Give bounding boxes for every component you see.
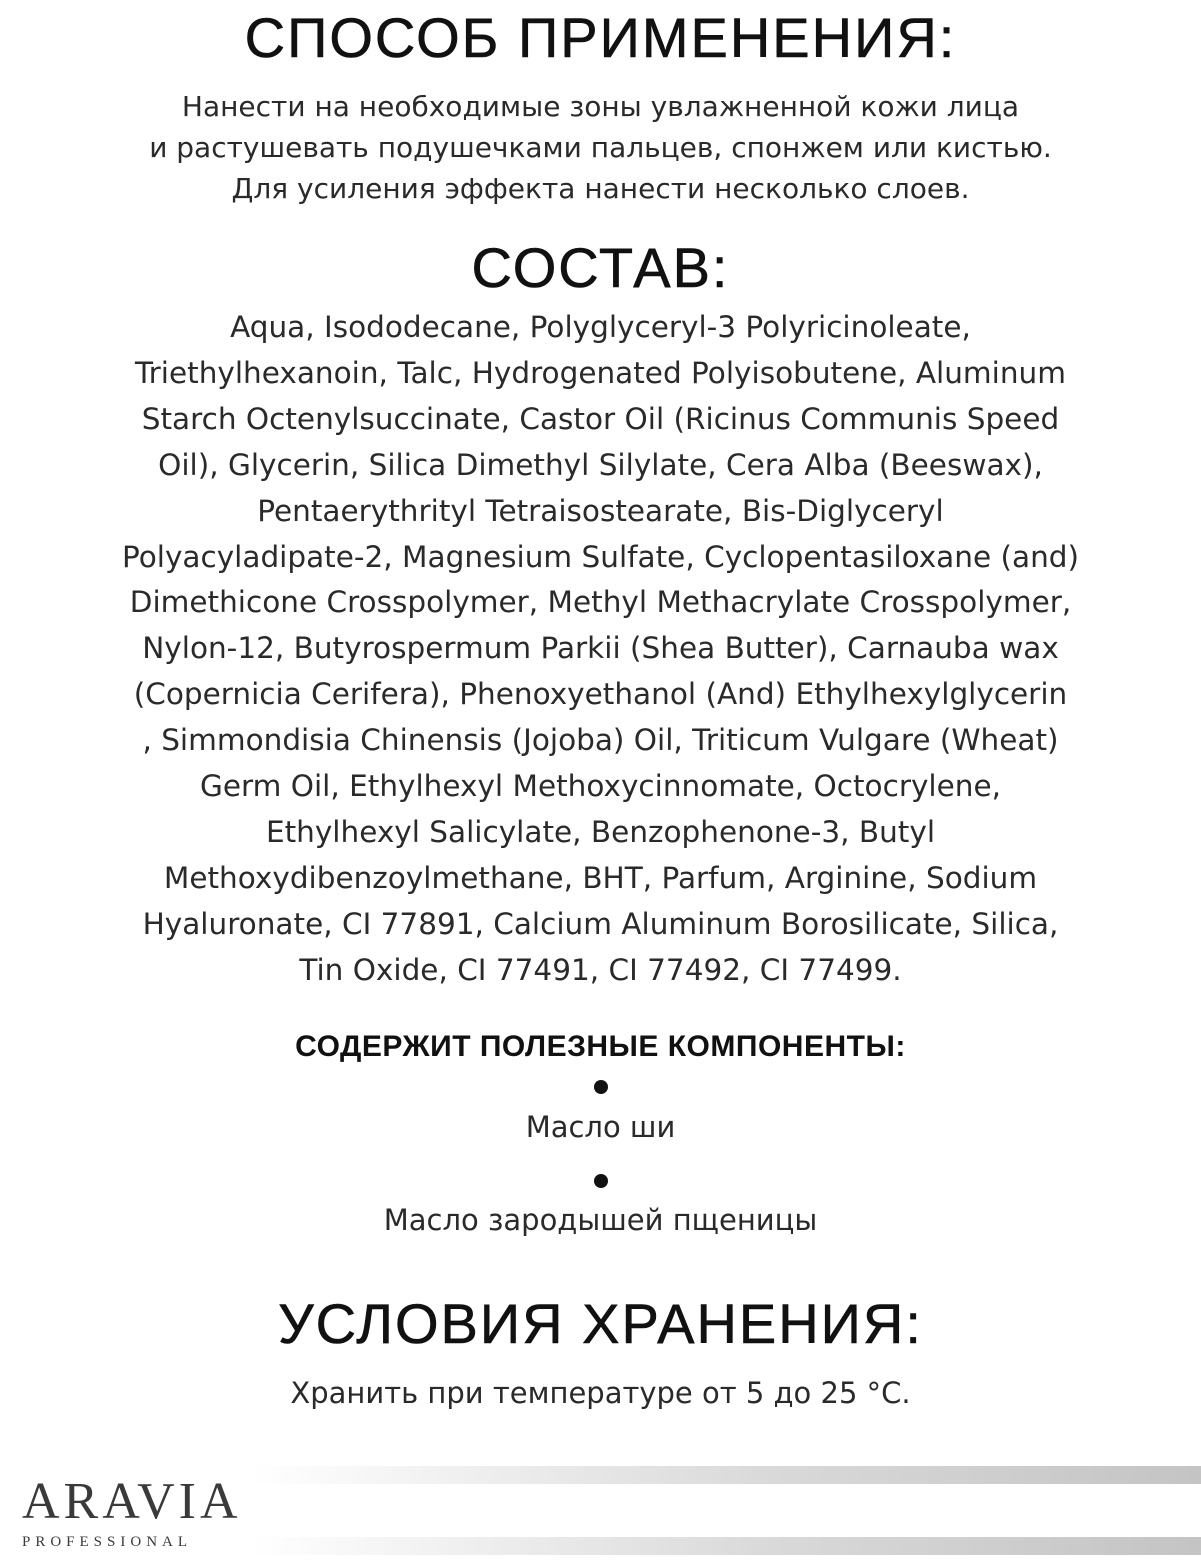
ingredient-line: Tin Oxide, CI 77491, CI 77492, CI 77499. xyxy=(299,952,902,987)
ingredient-line: Starch Octenylsuccinate, Castor Oil (Ricinus Communis Speed xyxy=(141,401,1060,436)
composition-heading: СОСТАВ: xyxy=(471,236,730,299)
ingredient-line: Ethylhexyl Salicylate, Benzophenone-3, Butyl xyxy=(265,814,936,849)
component-item: Масло зародышей пщеницы xyxy=(383,1203,818,1237)
ingredient-line: Nylon-12, Butyrospermum Parkii (Shea Butter), Carnauba wax xyxy=(142,631,1059,666)
usage-text xyxy=(0,86,1201,209)
components-heading: СОДЕРЖИТ ПОЛЕЗНЫЕ КОМПОНЕНТЫ: xyxy=(295,1030,906,1063)
logo-tagline: PROFESSIONAL xyxy=(22,1534,193,1550)
usage-line: Нанести на необходимые зоны увлажненной кожи лица xyxy=(181,90,1020,123)
usage-line: и растушевать подушечками пальцев, спонжем или кистью. xyxy=(149,131,1052,164)
ingredient-line: Triethylhexanoin, Talc, Hydrogenated Polyisobutene, Aluminum xyxy=(134,355,1066,390)
ingredient-line: , Simmondisia Chinensis (Jojoba) Oil, Triticum Vulgare (Wheat) xyxy=(142,723,1059,758)
footer-gradient-bar xyxy=(250,1537,1201,1555)
ingredient-line: (Copernicia Cerifera), Phenoxyethanol (And) Ethylhexylglycerin xyxy=(133,677,1068,712)
ingredient-line: Pentaerythrityl Tetraisostearate, Bis-Diglyceryl xyxy=(257,493,944,528)
aravia-logo xyxy=(22,1473,242,1551)
ingredient-line: Methoxydibenzoylmethane, BHT, Parfum, Arginine, Sodium xyxy=(163,860,1038,895)
bullet-2 xyxy=(0,1174,1201,1188)
usage-heading: СПОСОБ ПРИМЕНЕНИЯ: xyxy=(244,6,957,69)
composition-text xyxy=(0,305,1201,994)
ingredient-line: Oil), Glycerin, Silica Dimethyl Silylate, Cera Alba (Beeswax), xyxy=(158,447,1043,482)
ingredient-line: Dimethicone Crosspolymer, Methyl Methacrylate Crosspolymer, xyxy=(129,585,1072,620)
bullet-1 xyxy=(0,1080,1201,1094)
bullet-dot xyxy=(594,1080,608,1094)
ingredient-line: Aqua, Isododecane, Polyglyceryl-3 Polyricinoleate, xyxy=(230,310,971,344)
storage-heading: УСЛОВИЯ ХРАНЕНИЯ: xyxy=(278,1292,923,1355)
usage-line: Для усиления эффекта нанести несколько слоев. xyxy=(231,172,970,205)
ingredient-line: Polyacyladipate-2, Magnesium Sulfate, Cyclopentasiloxane (and) xyxy=(121,539,1080,574)
component-item: Масло ши xyxy=(525,1110,676,1144)
ingredient-line: Germ Oil, Ethylhexyl Methoxycinnomate, Octocrylene, xyxy=(200,769,1001,804)
storage-text: Хранить при температуре от 5 до 25 °С. xyxy=(290,1376,911,1410)
logo-wordmark: ARAVIA xyxy=(22,1473,242,1530)
bullet-dot xyxy=(594,1174,608,1188)
ingredient-line: Hyaluronate, CI 77891, Calcium Aluminum Borosilicate, Silica, xyxy=(142,906,1059,941)
footer-gradient-bar xyxy=(250,1466,1201,1484)
